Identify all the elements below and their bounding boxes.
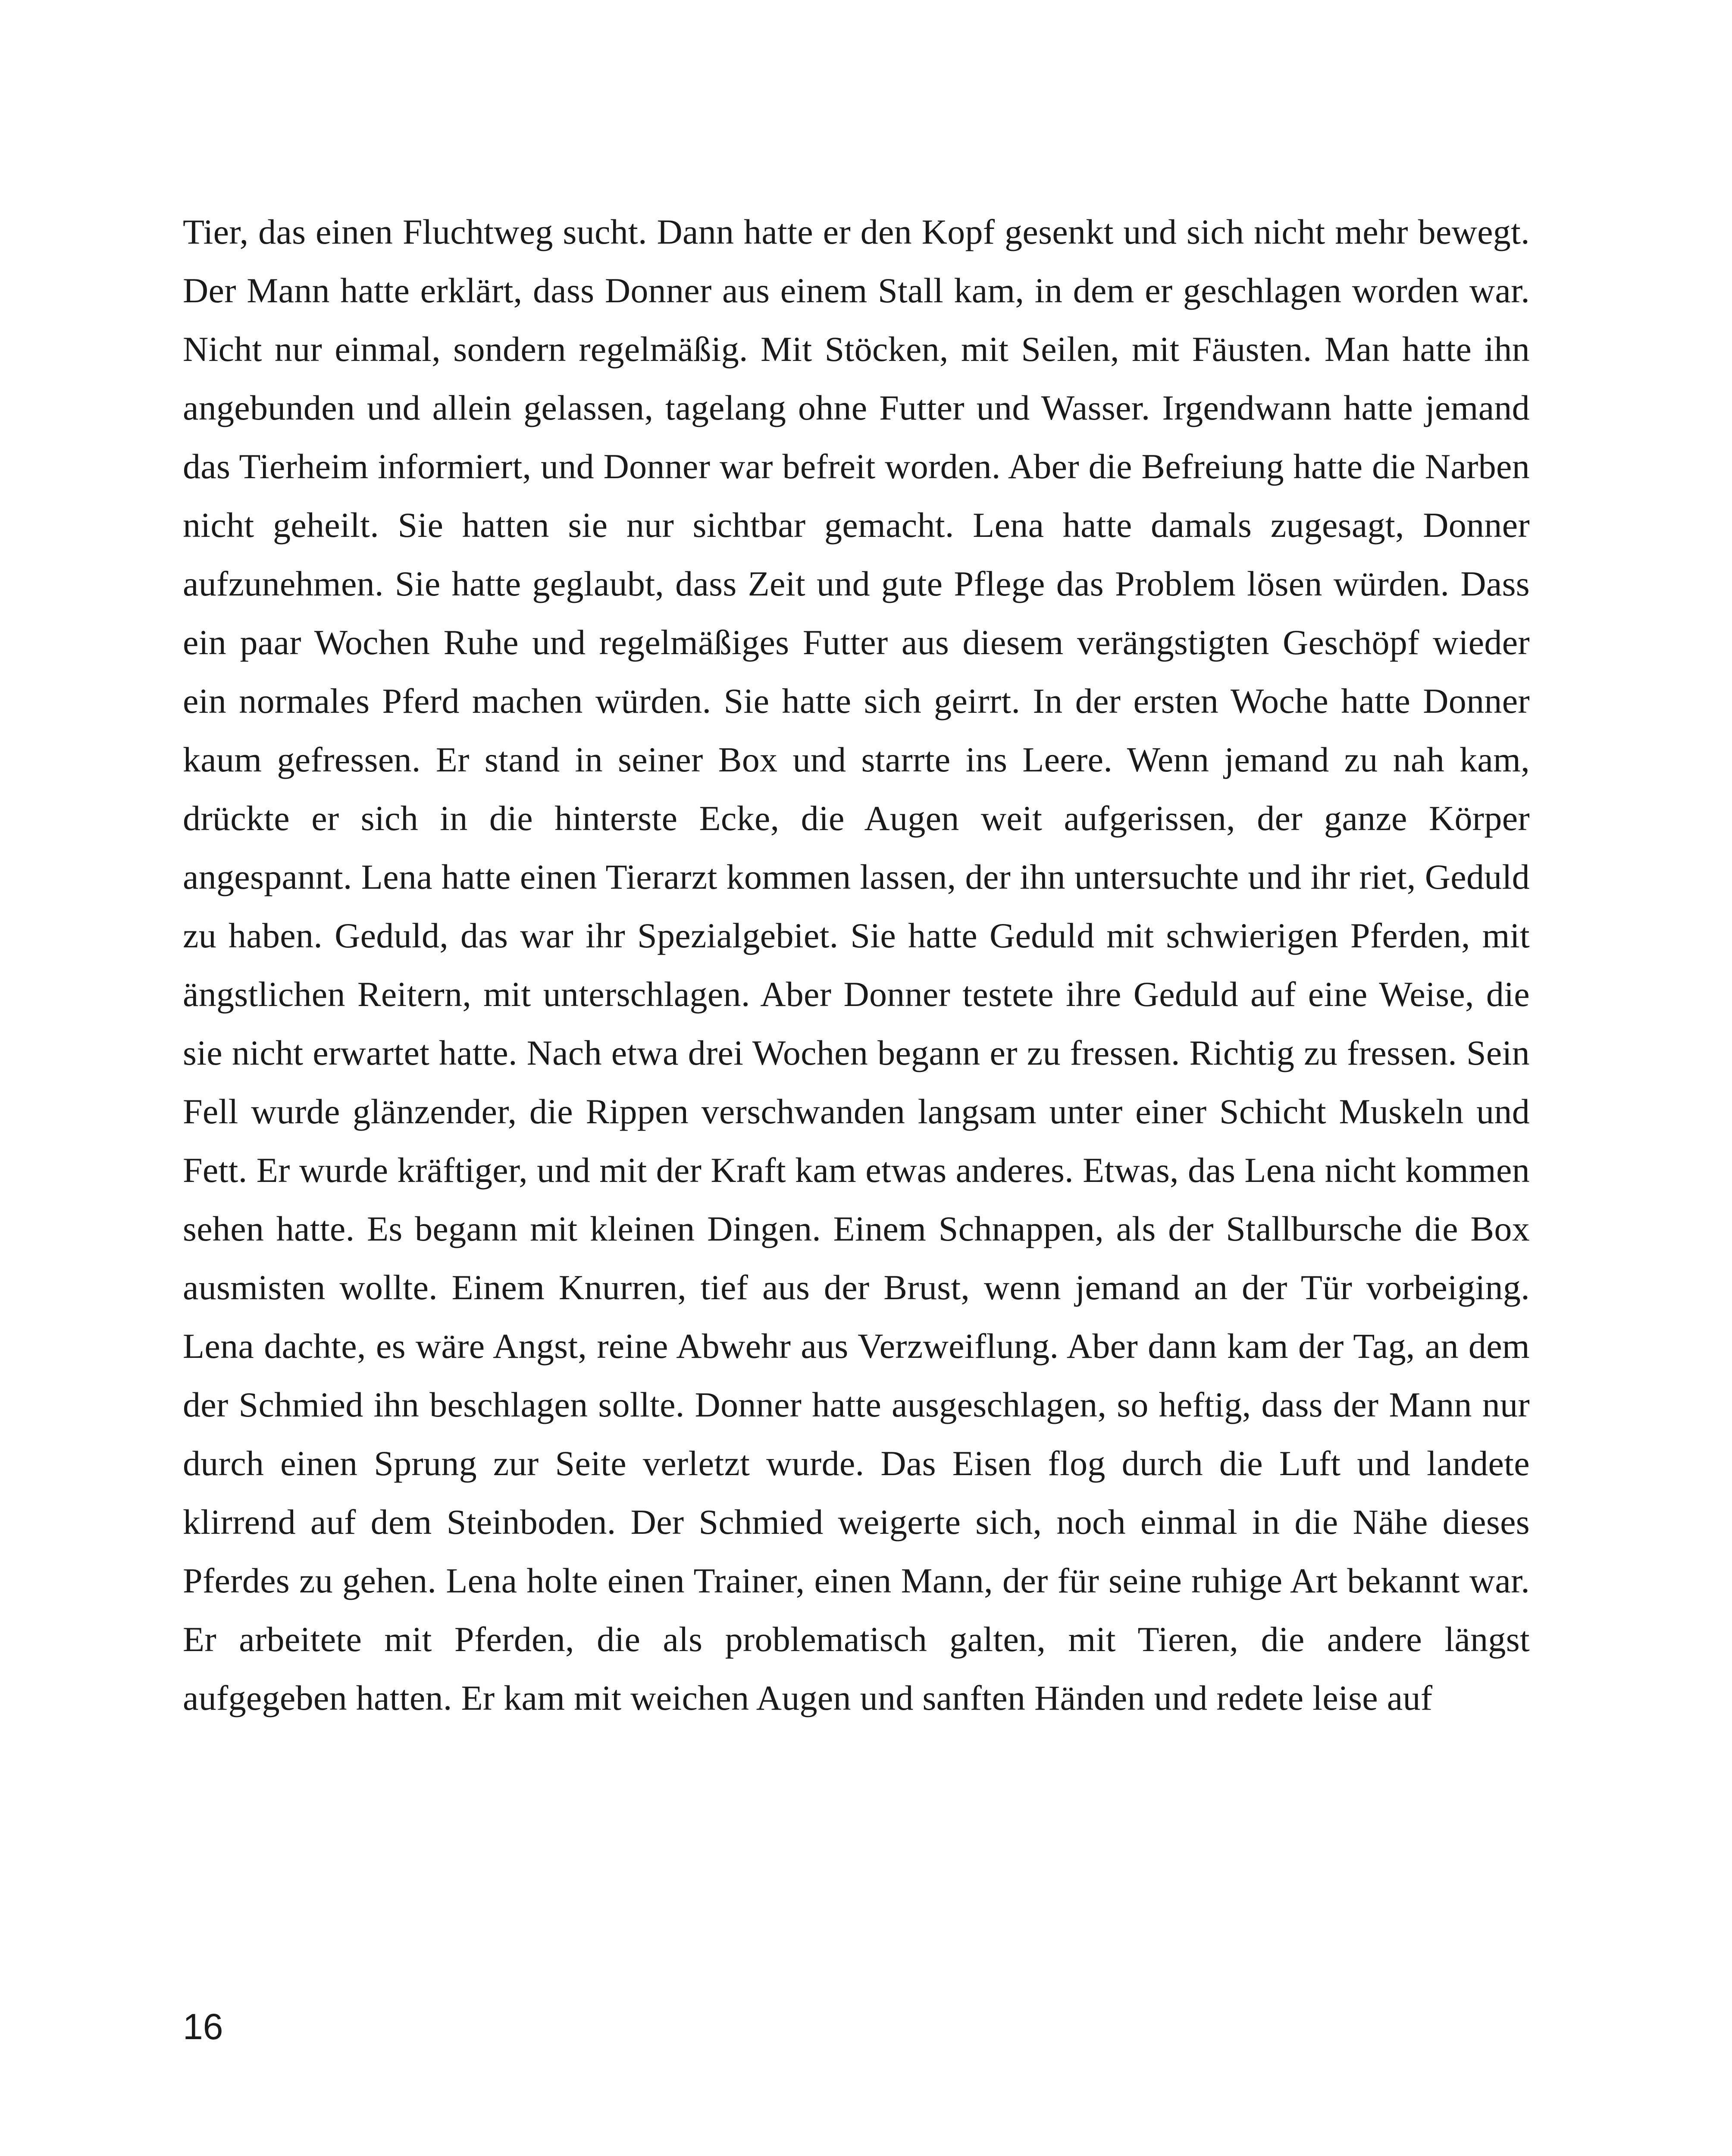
body-paragraph: Tier, das einen Fluchtweg sucht. Dann hatte er den Kopf gesenkt und sich nicht mehr bewegt. Der Mann hatte erklärt, dass Donner aus einem Stall kam, in dem er geschlagen worden war. Nicht nur einmal, sondern regelmäßig. Mit Stöcken, mit Seilen, mit Fäusten. Man hatte ihn angebunden und allein gelassen, tagelang ohne Futter und Wasser. Irgendwann hatte jemand das Tierheim informiert, und Donner war befreit worden. Aber die Befreiung hatte die Narben nicht geheilt. Sie hatten sie nur sichtbar gemacht. Lena hatte damals zugesagt, Donner aufzunehmen. Sie hatte geglaubt, dass Zeit und gute Pflege das Problem lösen würden. Dass ein paar Wochen Ruhe und regelmäßiges Futter aus diesem verängstigten Geschöpf wieder ein normales Pferd machen würden. Sie hatte sich geirrt. In der ersten Woche hatte Donner kaum gefressen. Er stand in seiner Box und starrte ins Leere. Wenn jemand zu nah kam, drückte er sich in die hinterste Ecke, die Augen weit aufgerissen, der ganze Körper angespannt. Lena hatte einen Tierarzt kommen lassen, der ihn untersuchte und ihr riet, Geduld zu haben. Geduld, das war ihr Spezialgebiet. Sie hatte Geduld mit schwierigen Pferden, mit ängstlichen Reitern, mit unterschlagen. Aber Donner testete ihre Geduld auf eine Weise, die sie nicht erwartet hatte. Nach etwa drei Wochen begann er zu fressen. Richtig zu fressen. Sein Fell wurde glänzender, die Rippen verschwanden langsam unter einer Schicht Muskeln und Fett. Er wurde kräftiger, und mit der Kraft kam etwas anderes. Etwas, das Lena nicht kommen sehen hatte. Es begann mit kleinen Dingen. Einem Schnappen, als der Stallbursche die Box ausmisten wollte. Einem Knurren, tief aus der Brust, wenn jemand an der Tür vorbeiging. Lena dachte, es wäre Angst, reine Abwehr aus Verzweiflung. Aber dann kam der Tag, an dem der Schmied ihn beschlagen sollte. Donner hatte ausgeschlagen, so heftig, dass der Mann nur durch einen Sprung zur Seite verletzt wurde. Das Eisen flog durch die Luft und landete klirrend auf dem Steinboden. Der Schmied weigerte sich, noch einmal in die Nähe dieses Pferdes zu gehen. Lena holte einen Trainer, einen Mann, der für seine ruhige Art bekannt war. Er arbeitete mit Pferden, die als problematisch galten, mit Tieren, die andere längst aufgegeben hatten. Er kam mit weichen Augen und sanften Händen und redete leise auf <box>183 212 1530 1717</box>
page-number: 16 <box>183 2006 223 2047</box>
